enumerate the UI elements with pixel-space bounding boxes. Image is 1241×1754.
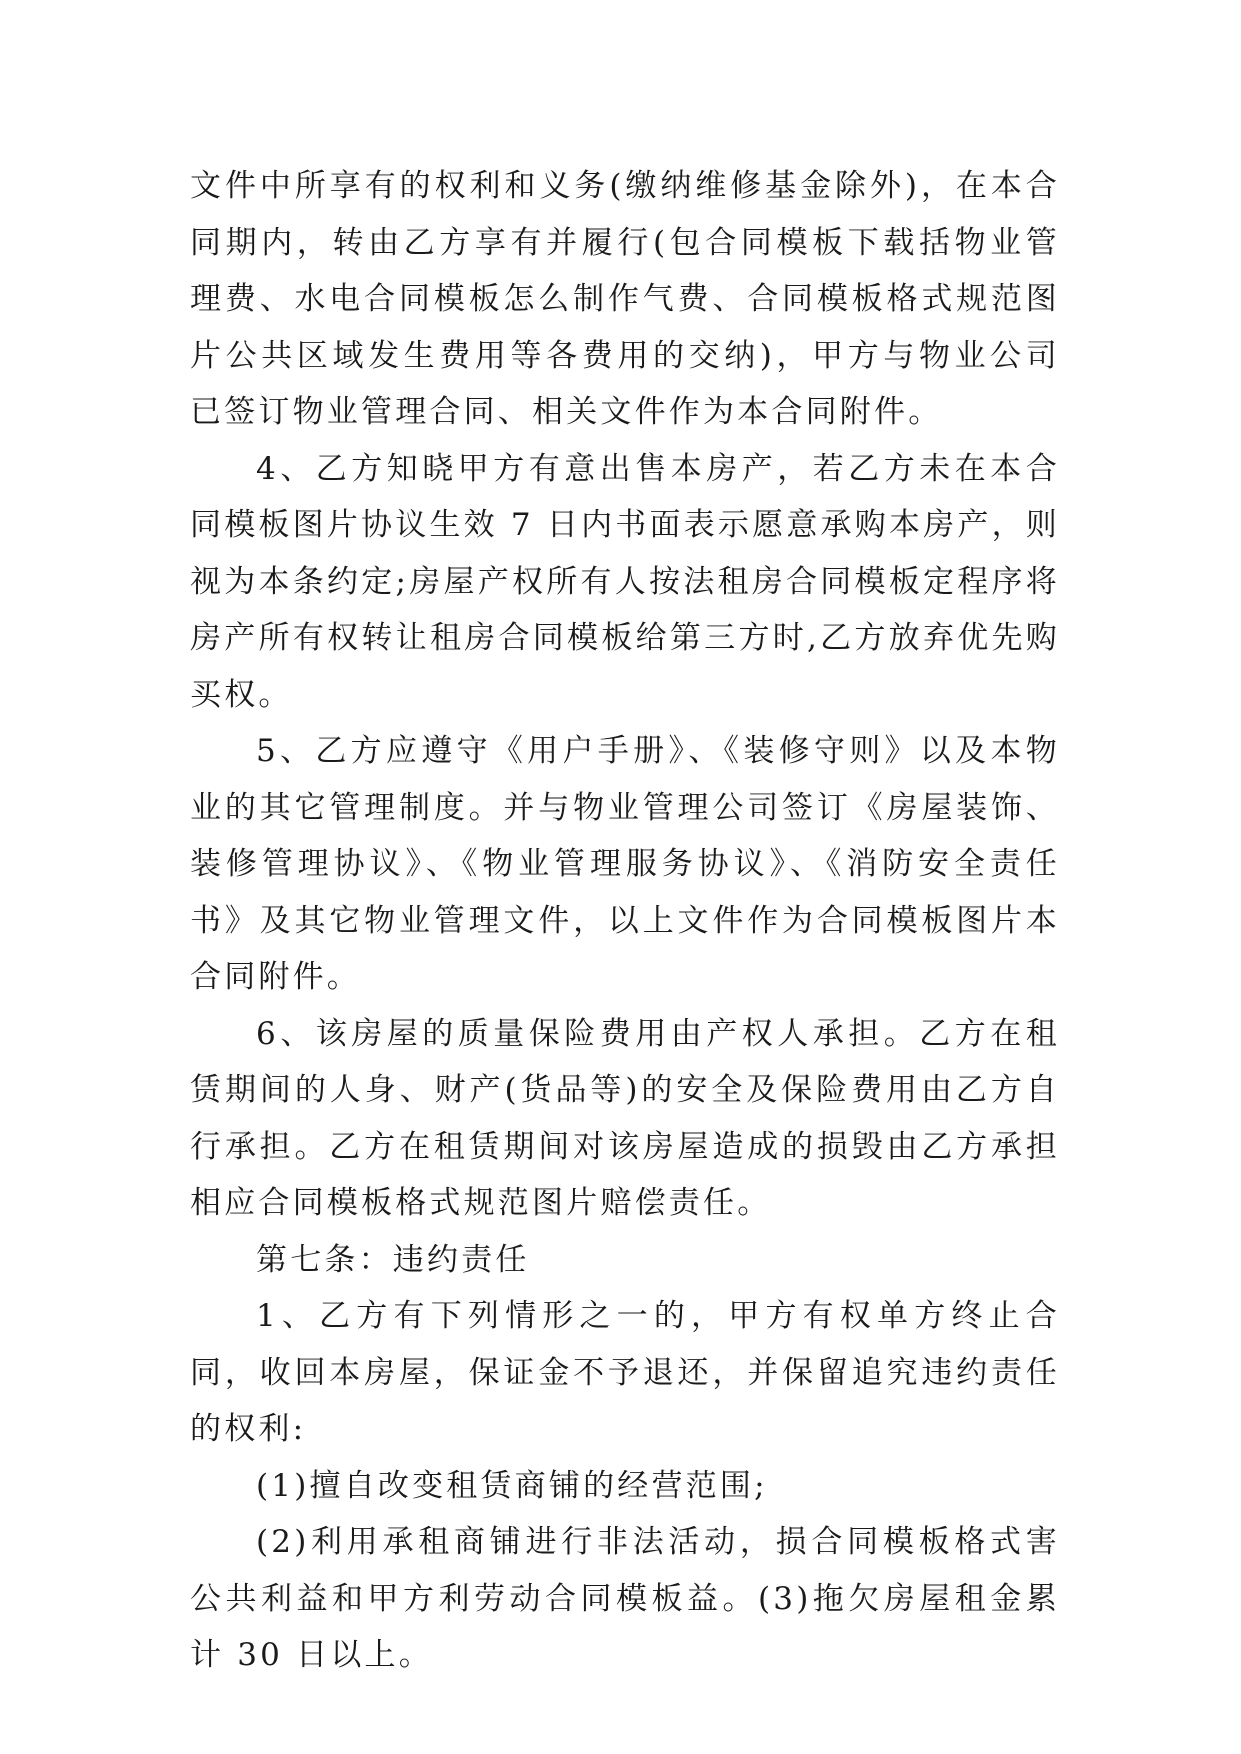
section-heading-article-7: 第七条：违约责任 bbox=[256, 1241, 530, 1278]
paragraph-clause-6: 6、该房屋的质量保险费用由产权人承担。乙方在租赁期间的人身、财产(货品等)的安全及保险费用由乙方自行承担。乙方在租赁期间对该房屋造成的损毁由乙方承担相应合同模板格式规范图片赔偿责任。 bbox=[190, 1015, 1060, 1221]
paragraph-breach-item-1: (1)擅自改变租赁商铺的经营范围; bbox=[256, 1467, 768, 1504]
paragraph-breach-1: 1、乙方有下列情形之一的，甲方有权单方终止合同，收回本房屋，保证金不予退还，并保留追究违约责任的权利: bbox=[190, 1298, 1060, 1447]
document-body bbox=[190, 158, 1060, 1684]
paragraph-rights-obligations: 文件中所享有的权利和义务(缴纳维修基金除外)，在本合同期内，转由乙方享有并履行(包合同模板下载括物业管理费、水电合同模板怎么制作气费、合同模板格式规范图片公共区域发生费用等各费用的交纳)，甲方与物业公司已签订物业管理合同、相关文件作为本合同附件。 bbox=[190, 168, 1060, 430]
paragraph-breach-item-2-3: (2)利用承租商铺进行非法活动，损合同模板格式害公共利益和甲方利劳动合同模板益。(3)拖欠房屋租金累计 30 日以上。 bbox=[190, 1524, 1060, 1673]
paragraph-clause-4: 4、乙方知晓甲方有意出售本房产，若乙方未在本合同模板图片协议生效 7 日内书面表示愿意承购本房产，则视为本条约定;房屋产权所有人按法租房合同模板定程序将房产所有权转让租房合同模板给第三方时,乙方放弃优先购买权。 bbox=[190, 450, 1060, 713]
paragraph-clause-5: 5、乙方应遵守《用户手册》、《装修守则》以及本物业的其它管理制度。并与物业管理公司签订《房屋装饰、装修管理协议》、《物业管理服务协议》、《消防安全责任书》及其它物业管理文件，以上文件作为合同模板图片本合同附件。 bbox=[190, 733, 1060, 995]
